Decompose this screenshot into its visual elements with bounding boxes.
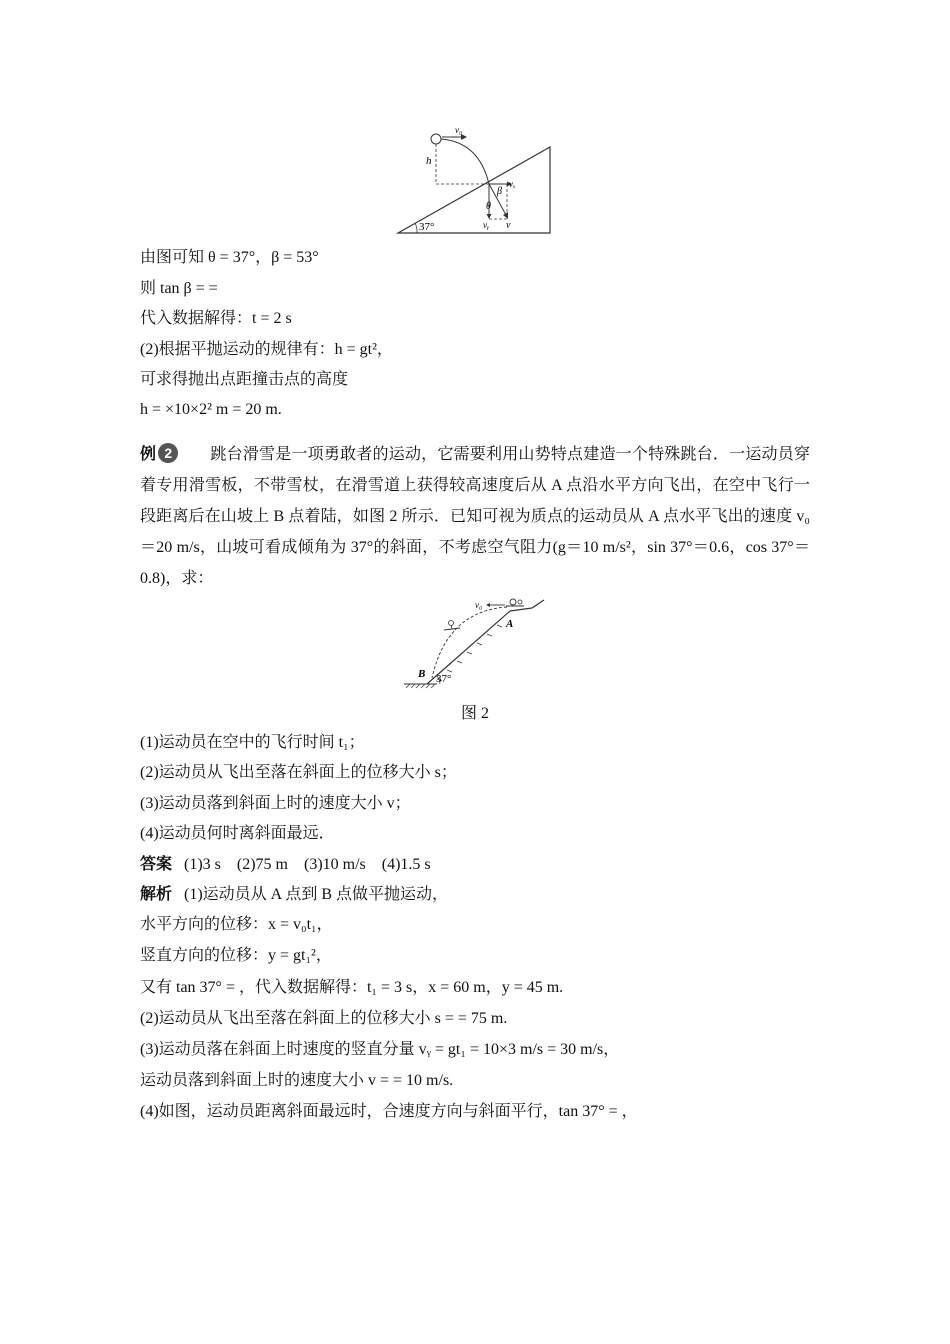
analysis-line-6: (3)运动员落在斜面上时速度的竖直分量 vᵧ = gt₁ = 10×3 m/s = 30 m/s， xyxy=(140,1041,620,1058)
example-paragraph xyxy=(140,439,810,594)
ski-jump-figure xyxy=(402,596,552,691)
label-v: v xyxy=(506,220,511,231)
fig2-label-v0: v₀ xyxy=(475,600,483,610)
question-3: (3)运动员落到斜面上时的速度大小 v； xyxy=(140,795,411,812)
label-vy: vᵧ xyxy=(483,220,490,230)
label-angle: 37° xyxy=(419,221,435,233)
text-line-5: 可求得抛出点距撞击点的高度 xyxy=(140,371,349,388)
answer-label: 答案 xyxy=(140,856,173,873)
analysis-label: 解析 xyxy=(140,886,173,903)
text-line-4: (2)根据平抛运动的规律有：h = gt²， xyxy=(140,341,393,358)
analysis-line-4: 又有 tan 37° = ，代入数据解得：t₁ = 3 s，x = 60 m，y = 45 m. xyxy=(140,979,564,996)
fig2-label-B: B xyxy=(418,668,426,680)
example-text: 跳台滑雪是一项勇敢者的运动，它需要利用山势特点建造一个特殊跳台．一运动员穿着专用滑雪板，不带雪杖，在滑雪道上获得较高速度后从 A 点沿水平方向飞出，在空中飞行一段距离后在山坡上 B 点着陆，如图 2 所示．已知可视为质点的运动员从 A 点水平飞出的速度 v₀＝20 m/s，山坡可看成倾角为 37°的斜面，不考虑空气阻力(g＝10 m/s²，sin 37°＝0.6，cos 37°＝0.8)，求： xyxy=(140,446,810,587)
question-2: (2)运动员从飞出至落在斜面上的位移大小 s； xyxy=(140,764,457,781)
example-number-badge: 2 xyxy=(158,443,178,463)
label-vx: vₓ xyxy=(509,179,516,189)
text-line-1: 由图可知 θ = 37°，β = 53° xyxy=(140,249,319,266)
figure-2-caption: 图 2 xyxy=(461,705,490,722)
answer-text: (1)3 s (2)75 m (3)10 m/s (4)1.5 s xyxy=(184,856,431,873)
label-h: h xyxy=(426,155,432,167)
analysis-line-3: 竖直方向的位移：y = gt₁²， xyxy=(140,947,332,964)
text-line-3: 代入数据解得：t = 2 s xyxy=(140,310,292,327)
fig2-label-A: A xyxy=(506,618,514,630)
projectile-incline-figure xyxy=(395,122,560,237)
text-line-2: 则 tan β = = xyxy=(140,280,218,297)
label-beta: β xyxy=(497,186,502,197)
analysis-line-5: (2)运动员从飞出至落在斜面上的位移大小 s = = 75 m. xyxy=(140,1010,508,1027)
analysis-line-7: 运动员落到斜面上时的速度大小 v = = 10 m/s. xyxy=(140,1072,454,1089)
text-line-6: h = ×10×2² m = 20 m. xyxy=(140,401,282,418)
question-1: (1)运动员在空中的飞行时间 t₁； xyxy=(140,734,365,751)
analysis-line-2: 水平方向的位移：x = v₀t₁， xyxy=(140,916,333,933)
question-4: (4)运动员何时离斜面最远． xyxy=(140,825,335,842)
label-theta: θ xyxy=(486,201,491,212)
analysis-line-8: (4)如图，运动员距离斜面最远时，合速度方向与斜面平行，tan 37° = ， xyxy=(140,1103,638,1120)
fig2-label-angle: 37° xyxy=(436,673,452,685)
example-label: 例 xyxy=(140,446,157,463)
analysis-line-1 xyxy=(140,885,448,905)
answer-line xyxy=(140,855,431,875)
label-v0: v₀ xyxy=(455,125,463,135)
analysis-first: (1)运动员从 A 点到 B 点做平抛运动， xyxy=(184,886,449,903)
